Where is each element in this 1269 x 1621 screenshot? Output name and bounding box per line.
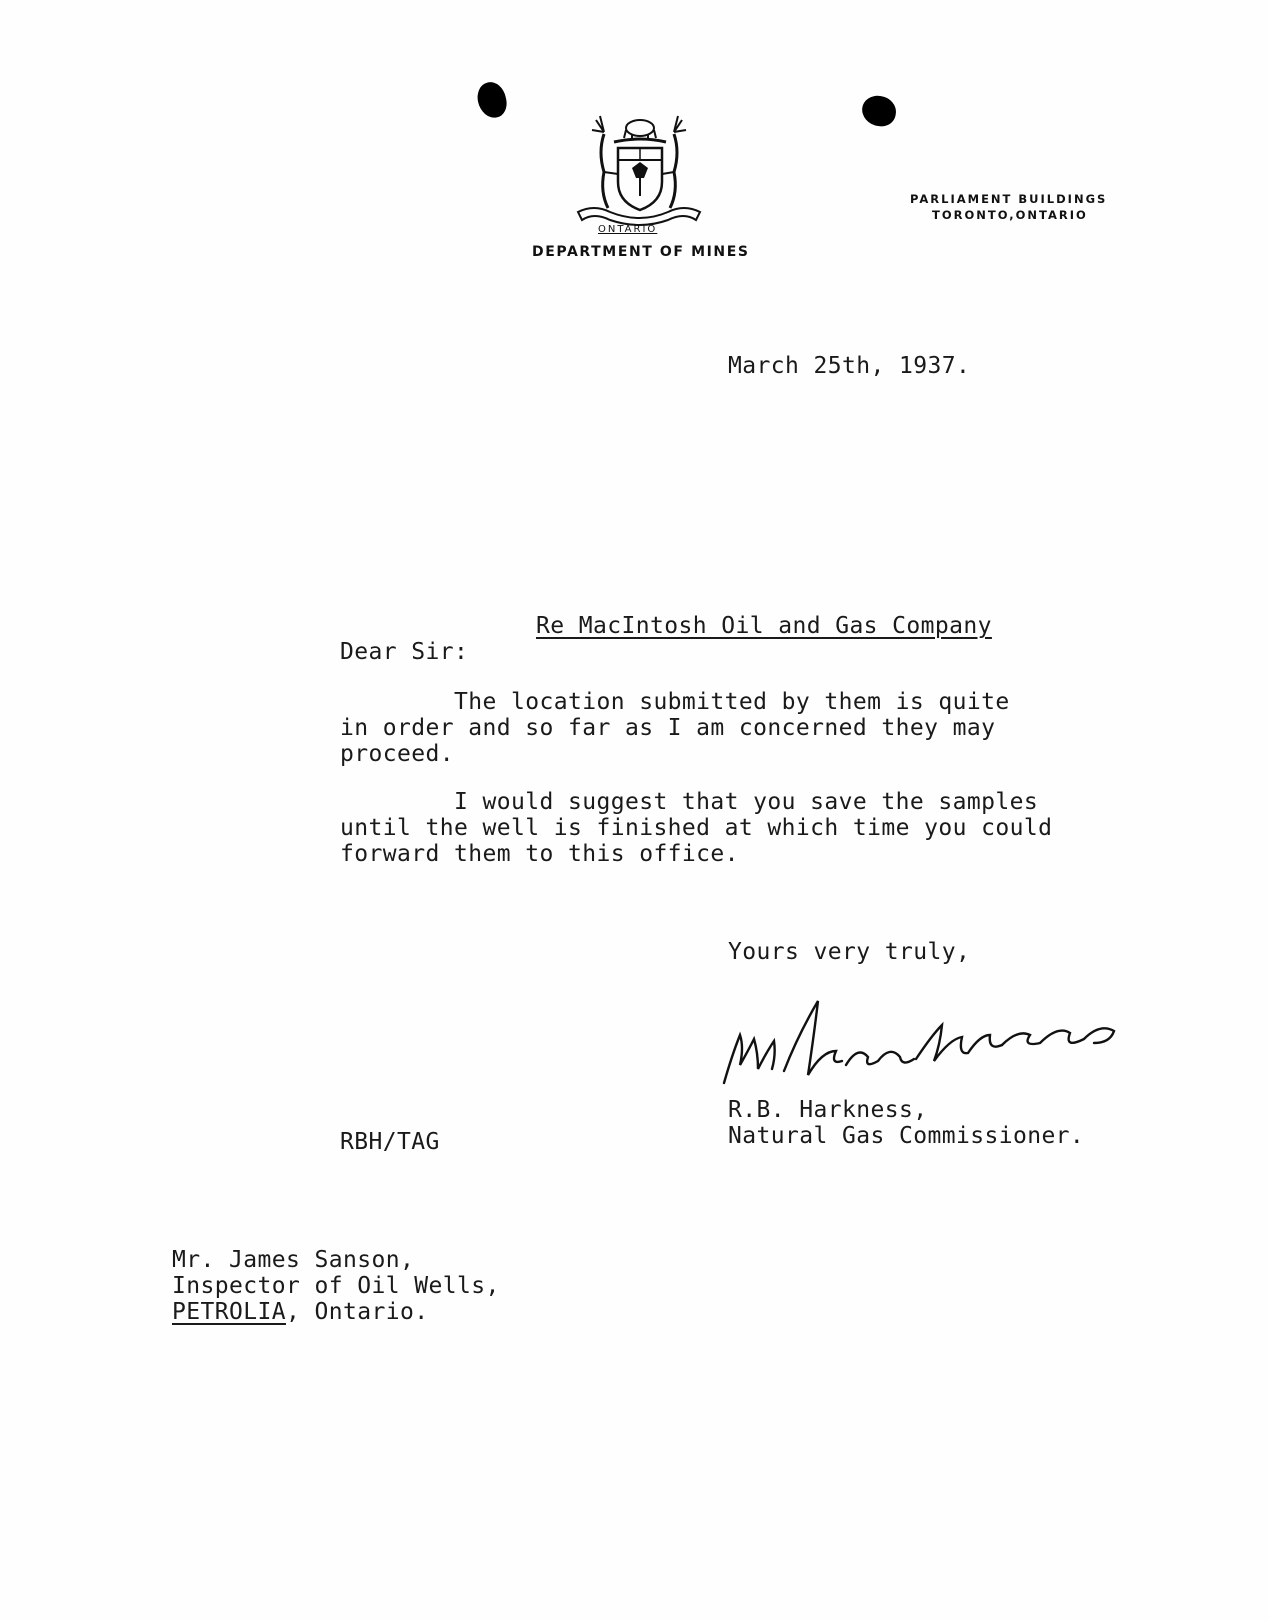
body-paragraph-2-line-3: forward them to this office. bbox=[340, 841, 739, 867]
recipient-name: Mr. James Sanson, bbox=[172, 1247, 415, 1273]
body-paragraph-2-line-1: I would suggest that you save the samples bbox=[340, 789, 1039, 815]
letterhead-province: ONTARIO bbox=[598, 224, 658, 235]
punch-hole-right bbox=[860, 94, 898, 128]
ontario-coat-of-arms-icon bbox=[574, 112, 704, 232]
recipient-title: Inspector of Oil Wells, bbox=[172, 1273, 500, 1299]
letterhead-department: DEPARTMENT OF MINES bbox=[532, 244, 750, 260]
letterhead-address-line2: TORONTO,ONTARIO bbox=[932, 208, 1088, 222]
letterhead-address-line1: PARLIAMENT BUILDINGS bbox=[910, 192, 1108, 206]
body-paragraph-1-line-3: proceed. bbox=[340, 741, 454, 767]
letter-closing: Yours very truly, bbox=[728, 939, 971, 965]
handwritten-signature-icon bbox=[718, 995, 1138, 1095]
body-paragraph-1-line-2: in order and so far as I am concerned they may bbox=[340, 715, 996, 741]
reference-initials: RBH/TAG bbox=[340, 1129, 440, 1155]
letter-date: March 25th, 1937. bbox=[728, 353, 971, 379]
letter-subject: Re MacIntosh Oil and Gas Company bbox=[536, 613, 992, 639]
recipient-city: PETROLIA bbox=[172, 1299, 286, 1325]
signer-name: R.B. Harkness, bbox=[728, 1097, 928, 1123]
recipient-address bbox=[172, 1300, 428, 1325]
letter-salutation: Dear Sir: bbox=[340, 639, 469, 665]
signer-title: Natural Gas Commissioner. bbox=[728, 1123, 1085, 1149]
punch-hole-left bbox=[475, 79, 510, 120]
body-paragraph-1-line-1: The location submitted by them is quite bbox=[340, 689, 1010, 715]
body-paragraph-2-line-2: until the well is finished at which time you could bbox=[340, 815, 1053, 841]
recipient-province: , Ontario. bbox=[285, 1299, 429, 1325]
